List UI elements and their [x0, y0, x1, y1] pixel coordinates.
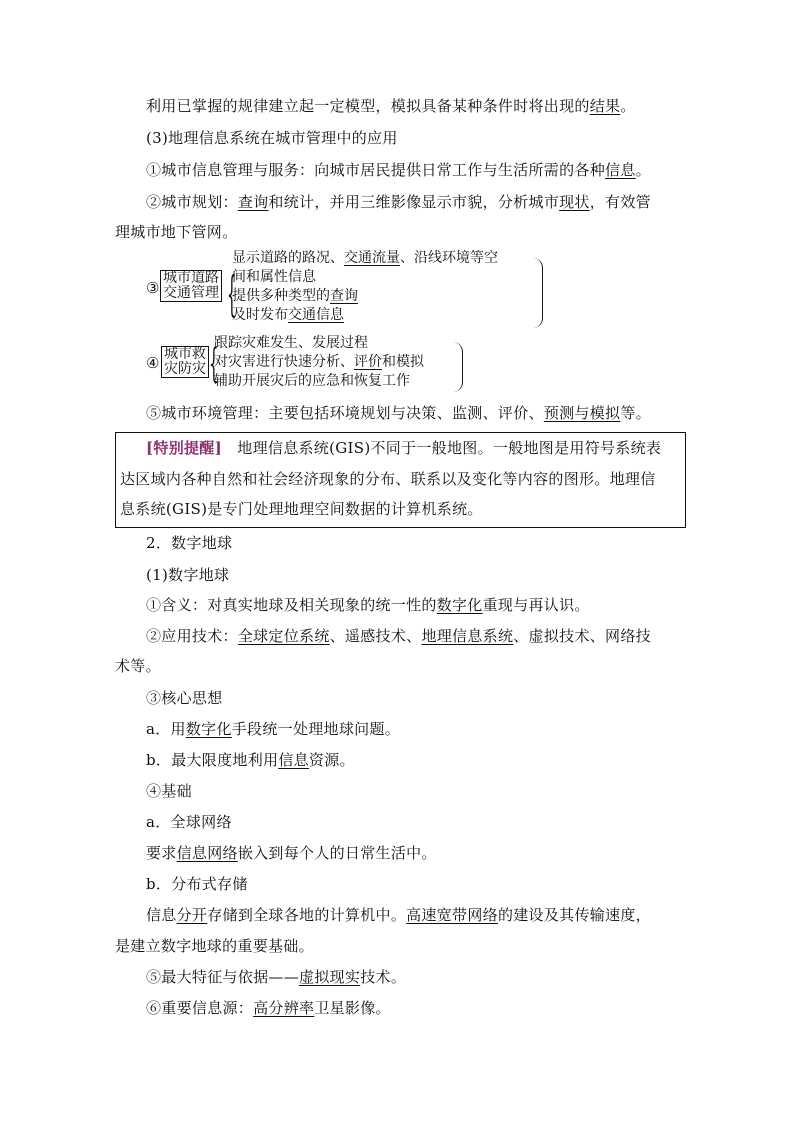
- text-segment: 利用已掌握的规律建立起一定模型，模拟具备某种条件时将出现的: [146, 97, 590, 115]
- underlined-term: 交通信息: [288, 307, 344, 323]
- text-segment: ②应用技术：: [146, 627, 238, 645]
- text-segment: 及时发布: [232, 307, 288, 323]
- text-line: 术等。: [115, 657, 161, 675]
- text-segment: 。: [620, 97, 636, 115]
- text-line: 是建立数字地球的重要基础。: [115, 937, 314, 955]
- underlined-term: 查询: [330, 288, 358, 304]
- subheading: ③核心思想: [146, 689, 223, 707]
- underlined-term: 现状: [559, 193, 590, 211]
- text-segment: 、遥感技术、: [329, 627, 422, 645]
- text-segment: 资源。: [308, 751, 355, 769]
- underlined-term: 虚拟现实: [299, 968, 361, 986]
- brace-row: [232, 249, 498, 267]
- subheading: [146, 128, 398, 148]
- subheading: (1)数字地球: [146, 566, 230, 584]
- text-segment: 重现与再认识。: [482, 596, 590, 614]
- text-segment: 和统计，并用三维影像显示市貌，分析城市: [268, 193, 560, 211]
- circled-number: ③: [146, 279, 160, 297]
- circled-number: ④: [146, 354, 160, 372]
- text-line: [146, 843, 437, 863]
- text-segment: a．用: [146, 720, 186, 738]
- text-segment: ②城市规划：: [146, 193, 238, 211]
- text-segment: 、沿线环境等空: [400, 250, 498, 266]
- text-segment: 对灾害进行快速分析、: [214, 354, 354, 370]
- text-segment: 显示道路的路况、: [232, 250, 344, 266]
- brace-row: 间和属性信息: [232, 269, 316, 285]
- text-segment: 的建设及其传输速度，: [497, 906, 651, 924]
- text-segment: 存储到全球各地的计算机中。: [207, 906, 407, 924]
- text-line: [146, 595, 590, 615]
- text-segment: 和模拟: [382, 354, 424, 370]
- text-line: [146, 192, 651, 212]
- text-line: [115, 222, 237, 242]
- underlined-term: 信息网络: [176, 844, 238, 862]
- text-segment: ①含义：对真实地球及相关现象的统一性的: [146, 596, 437, 614]
- text-line: [146, 160, 651, 180]
- brace-row: 辅助开展灾后的应急和恢复工作: [214, 373, 410, 389]
- text-segment: ①城市信息管理与服务：向城市居民提供日常工作与生活所需的各种: [146, 161, 606, 179]
- boxed-label: [161, 346, 209, 378]
- label-line: 灾防灾: [164, 361, 206, 377]
- text-line: b．分布式存储: [146, 875, 248, 893]
- text-segment: 提供多种类型的: [232, 288, 330, 304]
- text-segment: 卫星影像。: [314, 999, 391, 1017]
- note-line: 息系统(GIS)是专门处理地理空间数据的计算机系统。: [120, 500, 483, 518]
- text-segment: 要求: [146, 844, 177, 862]
- underlined-term: 预测与模拟: [543, 404, 621, 422]
- text-segment: 信息: [146, 906, 177, 924]
- note-line: [146, 438, 661, 458]
- bracket-right: [452, 342, 463, 392]
- underlined-term: 查询: [237, 193, 269, 211]
- text-line: [146, 967, 406, 987]
- brace-left: {: [209, 340, 219, 387]
- text-segment: 理城市地下管网。: [115, 223, 238, 241]
- underlined-term: 信息: [278, 751, 309, 769]
- text-line: [146, 750, 355, 770]
- note-line: 达区域内各种自然和社会经济现象的分布、联系以及变化等内容的图形。地理信: [120, 470, 656, 488]
- bracket-right: [530, 258, 543, 328]
- brace-row: [232, 306, 344, 324]
- text-segment: (3)地理信息系统在城市管理中的应用: [146, 129, 398, 147]
- brace-row: 跟踪灾难发生、发展过程: [214, 335, 368, 351]
- underlined-term: 数字化: [185, 720, 232, 738]
- underlined-term: 分开: [176, 906, 208, 924]
- underlined-term: 数字化: [436, 596, 483, 614]
- underlined-term: 地理信息系统: [421, 627, 514, 645]
- text-line: [146, 626, 651, 646]
- text-segment: 等。: [620, 404, 651, 422]
- label-line: 城市救: [164, 346, 206, 362]
- text-line: [146, 998, 391, 1018]
- subheading: ④基础: [146, 782, 192, 800]
- text-segment: 。: [635, 161, 651, 179]
- text-line: a．全球网络: [146, 813, 232, 831]
- text-line: [146, 719, 400, 739]
- brace-row: [232, 287, 358, 305]
- boxed-label: [160, 270, 222, 302]
- underlined-term: 高分辨率: [253, 999, 315, 1017]
- underlined-term: 信息: [605, 161, 636, 179]
- text-segment: 技术。: [360, 968, 407, 986]
- special-reminder-box: [115, 432, 686, 528]
- underlined-term: 高速宽带网络: [406, 906, 498, 924]
- text-line: [146, 403, 651, 423]
- text-segment: 手段统一处理地球问题。: [231, 720, 401, 738]
- label-line: 城市道路: [163, 270, 219, 286]
- text-segment: ⑤最大特征与依据——: [146, 968, 300, 986]
- text-segment: 、虚拟技术、网络技: [513, 627, 651, 645]
- underlined-term: 交通流量: [344, 250, 400, 266]
- label-line: 交通管理: [163, 285, 219, 301]
- brace-left: {: [227, 265, 237, 323]
- text-line: [146, 96, 636, 116]
- underlined-term: 结果: [589, 97, 621, 115]
- text-segment: ⑤城市环境管理：主要包括环境规划与决策、监测、评价、: [146, 404, 544, 422]
- section-heading: 2．数字地球: [146, 534, 233, 552]
- brace-row: [214, 353, 424, 371]
- underlined-term: 全球定位系统: [237, 627, 330, 645]
- underlined-term: 评价: [354, 354, 382, 370]
- text-line: [146, 905, 651, 925]
- note-tag: [特别提醒]: [146, 439, 222, 457]
- text-segment: ，有效管: [589, 193, 651, 211]
- text-segment: 地理信息系统(GIS)不同于一般地图。一般地图是用符号系统表: [222, 439, 662, 457]
- text-segment: 嵌入到每个人的日常生活中。: [237, 844, 437, 862]
- text-segment: ⑥重要信息源：: [146, 999, 254, 1017]
- text-segment: b．最大限度地利用: [146, 751, 279, 769]
